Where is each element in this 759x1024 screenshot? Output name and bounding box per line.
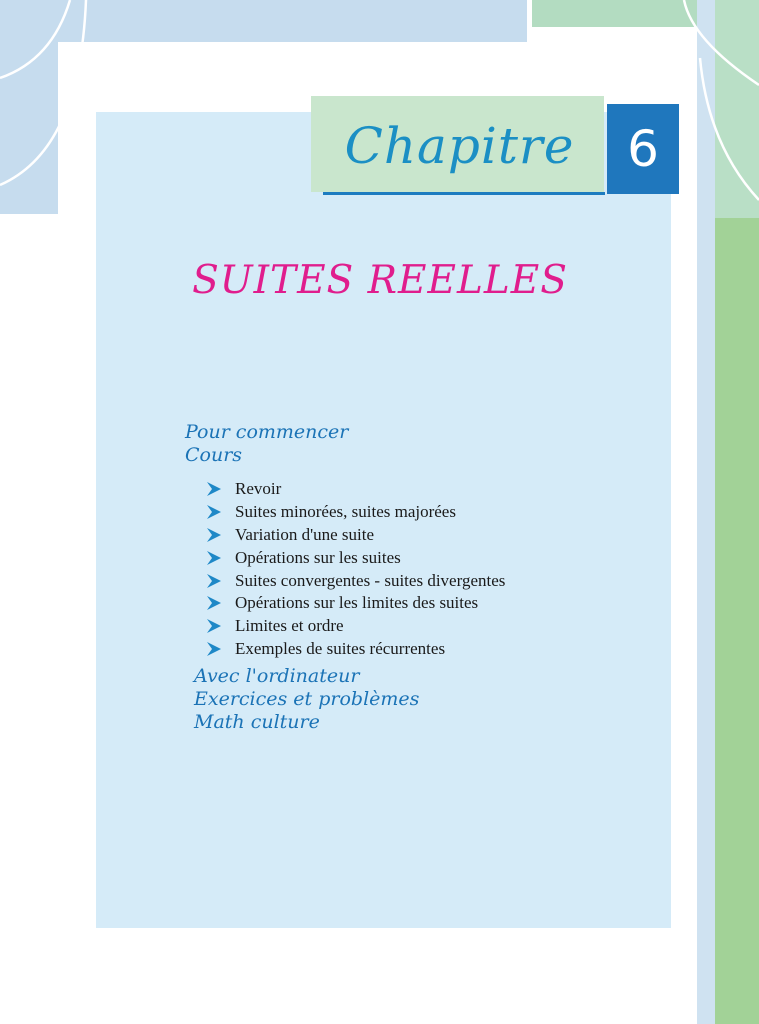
topic-label: Variation d'une suite [235,524,375,544]
list-item [206,592,505,615]
chapter-number: 6 [607,104,679,194]
chevron-right-icon [206,642,222,656]
section-avec-ordinateur: Avec l'ordinateur [194,665,360,687]
topic-label: Suites minorées, suites majorées [235,502,456,522]
chevron-right-icon [206,619,222,633]
list-item [206,478,505,501]
chevron-right-icon [206,596,222,610]
list-item [206,501,505,524]
list-item [206,546,505,569]
chevron-right-icon [206,551,222,565]
list-item [206,569,505,592]
section-pour-commencer: Pour commencer [185,421,349,443]
chevron-right-icon [206,574,222,588]
list-item [206,638,505,661]
chapter-label: Chapitre [344,117,575,175]
topic-label: Exemples de suites récurrentes [235,638,446,658]
list-item [206,615,505,638]
chevron-right-icon [206,482,222,496]
topic-label: Suites convergentes - suites divergentes [235,570,506,590]
chevron-right-icon [206,528,222,542]
topic-list [206,478,505,660]
chapter-underline [323,192,605,195]
topic-label: Opérations sur les limites des suites [235,593,479,613]
chevron-right-icon [206,505,222,519]
topic-label: Revoir [235,479,282,499]
topic-label: Limites et ordre [235,616,344,636]
topic-label: Opérations sur les suites [235,547,401,567]
chapter-title: SUITES REELLES [192,258,568,303]
section-cours: Cours [185,444,243,466]
decor-right-green-strip [715,218,759,1024]
section-math-culture: Math culture [194,711,320,733]
section-exercices: Exercices et problèmes [194,688,420,710]
list-item [206,524,505,547]
